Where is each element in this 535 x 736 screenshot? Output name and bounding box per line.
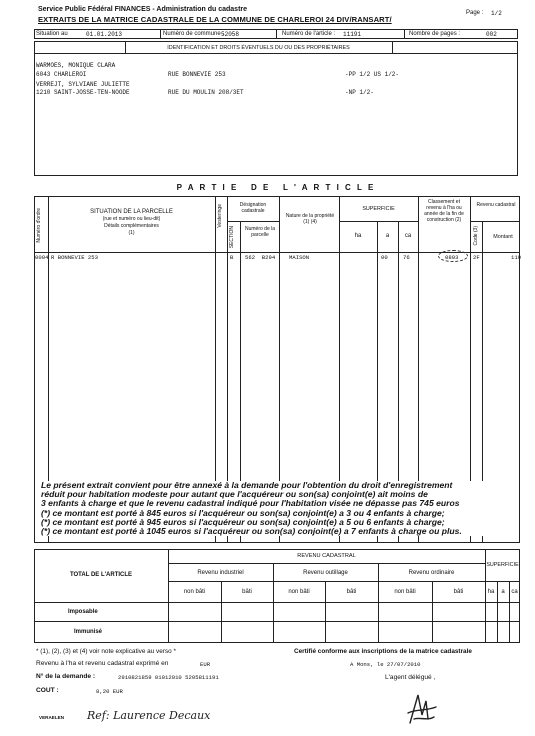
notice-line-1: Le présent extrait convient pour être annexé à la demande pour l'obtention du droit d'enregistrement	[41, 480, 453, 490]
totals-imposable: Imposable	[68, 609, 98, 615]
col-numero: Numéro de la parcelle	[244, 226, 275, 238]
footer-note: * (1), (2), (3) et (4) voir note explicative au verso *	[36, 648, 176, 655]
col-nature: Nature de la propriété (1) (4)	[285, 213, 335, 225]
notice-line-2: réduit pour habitation modeste pour autant que l'acquéreur ou son(sa) conjoint(e) ait moins de	[41, 489, 428, 500]
col-vesting: Vesteringe	[217, 204, 223, 228]
totals-out-non-bati: non bâti	[288, 589, 310, 595]
parcel-classement: 0803	[445, 254, 459, 261]
parcel-numero: 562 B294	[245, 254, 276, 261]
pages-label: Nombre de pages :	[409, 31, 461, 37]
header-title: EXTRAITS DE LA MATRICE CADASTRALE DE LA COMMUNE DE CHARLEROI 24 DIV/RANSART/	[38, 15, 392, 24]
col-a: a	[385, 233, 390, 239]
commune-value: 52058	[221, 31, 240, 38]
footer-revenu-line: Revenu à l'ha et revenu cadastral exprimé en	[36, 660, 169, 667]
owner-1-street: RUE BONNEVIE 253	[168, 71, 226, 78]
footer-ref-label: VERAELEN	[39, 715, 65, 720]
totals-ca: ca	[511, 589, 518, 595]
col-situation-sub: (rue et numéro ou lieu-dit)	[102, 216, 161, 222]
signature-mark	[402, 689, 442, 729]
footer-agent: L'agent délégué ,	[385, 674, 436, 681]
totals-ord-bati: bâti	[453, 589, 464, 595]
col-ordre: Numéro d'ordre	[36, 208, 42, 243]
col-section: SECTION	[229, 226, 235, 249]
totals-outillage: Revenu outillage	[303, 570, 348, 576]
owner-1-rights: -PP 1/2 US 1/2-	[345, 71, 400, 78]
partie-title: P A R T I E D E L ' A R T I C L E	[176, 183, 376, 192]
totals-ha: ha	[487, 589, 495, 595]
handwritten-reference: Ref: Laurence Decaux	[87, 709, 211, 722]
notice-line-5: (*) ce montant est porté à 945 euros si l'acquéreur ou son(sa) conjoint(e) a 5 ou 6 enfants à charge;	[41, 516, 445, 527]
col-details-ref: (1)	[128, 230, 135, 236]
totals-ind-non-bati: non bâti	[183, 589, 206, 595]
col-classement: Classement et revenu à l'ha ou année de la fin de construction (2)	[424, 199, 464, 223]
parcel-code: 2F	[473, 254, 480, 261]
col-ca: ca	[404, 233, 412, 239]
parcel-situation: R BONNEVIE 253	[51, 254, 98, 261]
page-label: Page :	[466, 10, 484, 16]
situation-value: 01.01.2013	[86, 31, 123, 38]
situation-label: Situation au	[36, 31, 68, 37]
article-value: 11191	[343, 31, 362, 38]
totals-industriel: Revenu industriel	[197, 570, 244, 576]
page-value: 1/2	[491, 10, 502, 17]
totals-ordinaire: Revenu ordinaire	[408, 570, 455, 576]
parcel-ordre: 0004	[35, 254, 49, 261]
col-designation: Désignation cadastrale	[239, 202, 267, 214]
col-montant: Montant	[493, 234, 513, 240]
totals-title: TOTAL DE L'ARTICLE	[69, 572, 133, 578]
col-ha: ha	[354, 233, 362, 239]
col-details: Détails complémentaires	[104, 223, 159, 229]
totals-immunise: Immunisé	[74, 629, 103, 635]
owners-title: IDENTIFICATION ET DROITS ÉVENTUELS DU OU DES PROPRIÉTAIRES	[167, 45, 350, 51]
notice-line-3: 3 enfants à charge et que le revenu cadastral indiqué pour l'habitation visée ne dépasse pas 745 euros	[41, 498, 460, 509]
totals-ord-non-bati: non bâti	[394, 589, 416, 595]
col-revenu: Revenu cadastral	[476, 202, 516, 208]
footer-cout-label: COUT :	[36, 687, 59, 694]
totals-ind-bati: bâti	[242, 589, 252, 595]
footer-demande-label: N° de la demande :	[36, 673, 96, 680]
totals-out-bati: bâti	[346, 589, 357, 595]
totals-revenu-cadastral: REVENU CADASTRAL	[297, 553, 356, 559]
notice-line-6: (*) ce montant est porté à 1045 euros si l'acquéreur ou son(sa) conjoint(e) a 7 enfants à charge ou plus.	[41, 526, 462, 537]
parcel-section: B	[230, 254, 234, 261]
owner-2-city: 1210 SAINT-JOSSE-TEN-NOODE	[36, 89, 130, 96]
footer-place-date: A Mons, le 27/07/2010	[350, 661, 421, 668]
owner-1-city: 6043 CHARLEROI	[36, 71, 87, 78]
parcel-a: 00	[381, 254, 388, 261]
article-label: Numéro de l'article :	[282, 31, 336, 37]
footer-cout-value: 8,20 EUR	[96, 688, 123, 695]
owner-2-name: VERREJT, SYLVIANE JULIETTE	[36, 81, 130, 88]
footer-revenu-unit: EUR	[200, 661, 211, 668]
header-agency: Service Public Fédéral FINANCES - Administration du cadastre	[38, 6, 248, 13]
parcel-ca: 76	[403, 254, 410, 261]
owner-1-name: WARMOES, MONIQUE CLARA	[36, 62, 116, 69]
totals-a: a	[501, 589, 505, 595]
commune-label: Numéro de commune :	[163, 31, 225, 37]
parcel-nature: MAISON	[289, 254, 310, 261]
totals-superficie: SUPERFICIE	[486, 562, 519, 568]
reduced-rate-notice	[41, 481, 519, 536]
footer-certifie: Certifié conforme aux inscriptions de la matrice cadastrale	[294, 648, 472, 655]
notice-line-4: (*) ce montant est porté à 845 euros si l'acquéreur ou son(sa) conjoint(e) a 3 ou 4 enfants à charge;	[41, 507, 445, 518]
owner-2-rights: -NP 1/2-	[345, 89, 374, 96]
owners-body	[34, 54, 518, 176]
footer-demande-value: 2910821859 01012010 5205811191	[118, 674, 219, 681]
owner-2-street: RUE DU MOULIN 208/3ET	[168, 89, 244, 96]
col-code: Code (3)	[473, 226, 479, 246]
parcel-montant: 110	[511, 254, 522, 261]
col-superficie: SUPERFICIE	[362, 206, 395, 212]
pages-value: 002	[486, 31, 497, 38]
col-situation: SITUATION DE LA PARCELLE	[90, 209, 173, 215]
